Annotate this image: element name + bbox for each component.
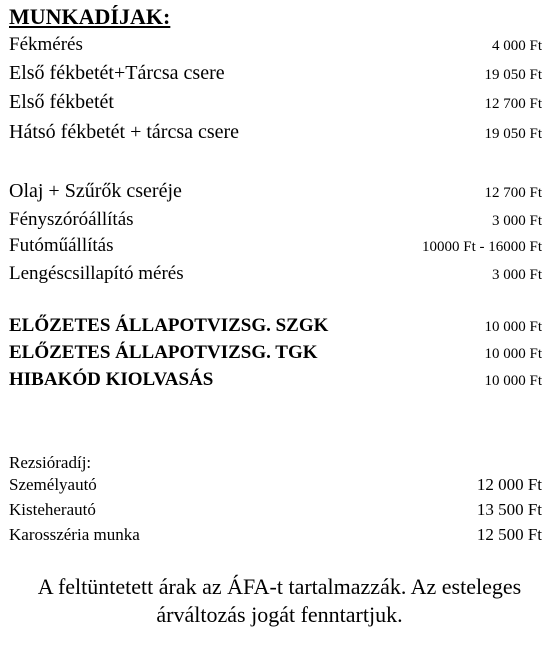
hourly-rate-heading: Rezsióradíj:	[9, 453, 92, 472]
service-price: 10000 Ft - 16000 Ft	[421, 239, 542, 255]
service-label: Fékmérés	[9, 34, 83, 55]
rate-row-van	[9, 500, 542, 520]
vat-notice-line-1: A feltüntetett árak az ÁFA-t tartalmazzák. Az esteleges	[37, 574, 522, 599]
rate-price: 13 500 Ft	[476, 500, 542, 519]
service-price: 12 700 Ft	[484, 96, 542, 112]
price-row-inspection-truck	[9, 342, 542, 364]
rate-label: Karosszéria munka	[9, 525, 140, 544]
page-title: MUNKADÍJAK:	[9, 4, 171, 29]
price-row-front-pads-discs	[9, 62, 542, 85]
service-label: HIBAKÓD KIOLVASÁS	[9, 369, 214, 390]
service-label: Olaj + Szűrők cseréje	[9, 180, 182, 202]
price-row-oil-filters	[9, 180, 542, 203]
service-label: Első fékbetét	[9, 91, 114, 113]
rate-label: Személyautó	[9, 475, 97, 494]
price-row-headlight-adjust	[9, 209, 542, 231]
service-label: Lengéscsillapító mérés	[9, 263, 184, 284]
price-row-shock-test	[9, 263, 542, 285]
service-price: 3 000 Ft	[491, 213, 542, 229]
service-label: Hátsó fékbetét + tárcsa csere	[9, 121, 240, 143]
service-price: 12 700 Ft	[484, 185, 542, 201]
price-row-rear-pads-discs	[9, 121, 542, 144]
service-price: 19 050 Ft	[484, 67, 542, 83]
service-price: 3 000 Ft	[491, 267, 542, 283]
rate-price: 12 000 Ft	[476, 475, 542, 494]
service-price: 19 050 Ft	[484, 126, 542, 142]
service-label: ELŐZETES ÁLLAPOTVIZSG. SZGK	[9, 315, 329, 336]
rate-price: 12 500 Ft	[476, 525, 542, 544]
service-price: 4 000 Ft	[491, 38, 542, 54]
rate-row-bodywork	[9, 525, 542, 545]
rate-row-car	[9, 475, 542, 495]
service-label: Futóműállítás	[9, 235, 114, 256]
service-price: 10 000 Ft	[484, 373, 542, 389]
service-label: Fényszóróállítás	[9, 209, 134, 230]
service-label: Első fékbetét+Tárcsa csere	[9, 62, 225, 84]
price-row-brake-test	[9, 34, 542, 56]
vat-notice-line-2: árváltozás jogát fenntartjuk.	[156, 602, 403, 627]
service-price: 10 000 Ft	[484, 346, 542, 362]
price-row-inspection-car	[9, 315, 542, 337]
service-price: 10 000 Ft	[484, 319, 542, 335]
price-row-front-pads	[9, 91, 542, 114]
price-row-wheel-alignment	[9, 235, 542, 257]
price-row-error-code-read	[9, 369, 542, 391]
vat-notice	[0, 573, 559, 629]
service-label: ELŐZETES ÁLLAPOTVIZSG. TGK	[9, 342, 318, 363]
rate-label: Kisteherautó	[9, 500, 96, 519]
